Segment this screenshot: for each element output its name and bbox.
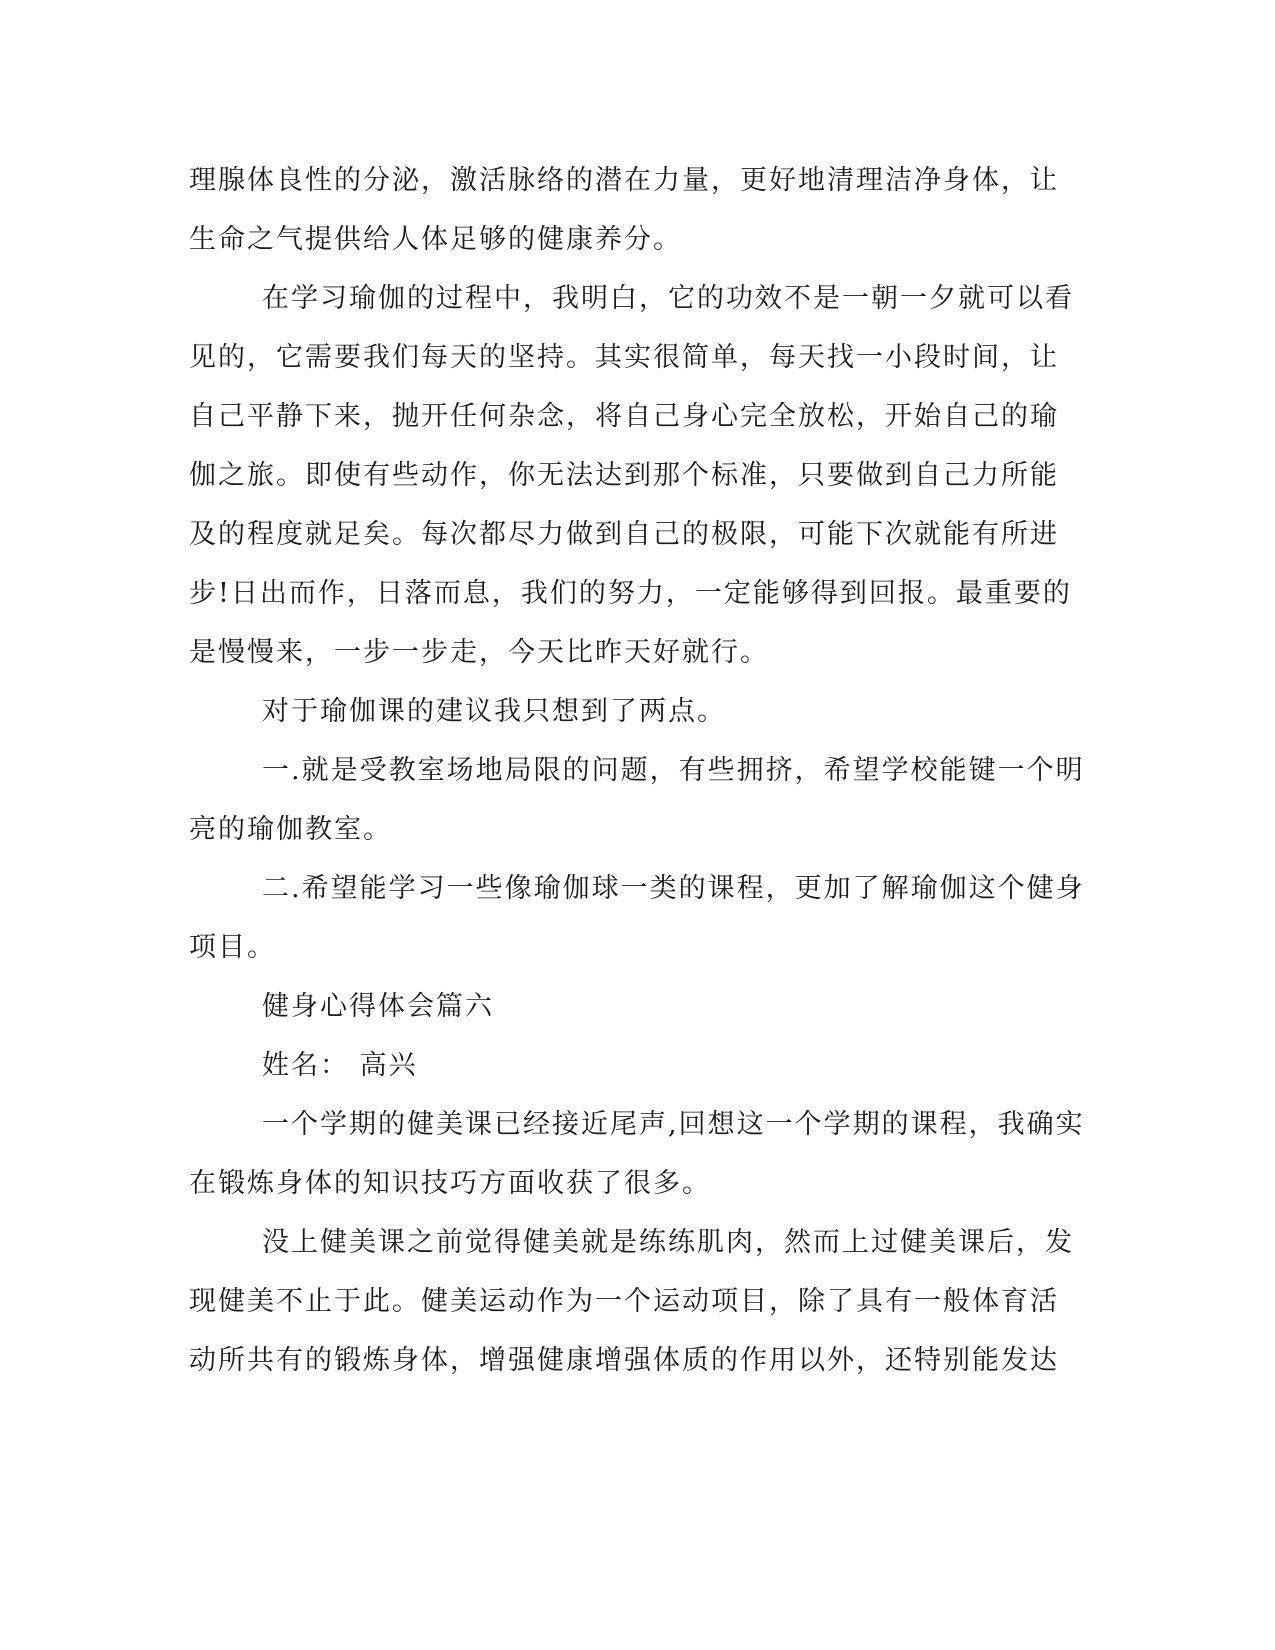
text-line: 是慢慢来，一步一步走，今天比昨天好就行。 [189,637,769,668]
text-line: 及的程度就足矣。每次都尽力做到自己的极限，可能下次就能有所进 [189,519,1059,550]
author-line: 姓名： 高兴 [262,1050,418,1081]
text-line: 现健美不止于此。健美运动作为一个运动项目，除了具有一般体育活 [189,1286,1059,1317]
text-line: 项目。 [189,932,276,963]
text-line: 理腺体良性的分泌，激活脉络的潜在力量，更好地清理洁净身体，让 [189,165,1059,196]
paragraph-start-line: 没上健美课之前觉得健美就是练练肌肉，然而上过健美课后，发 [262,1227,1074,1258]
paragraph-start-line: 一.就是受教室场地局限的问题，有些拥挤，希望学校能键一个明 [262,755,1085,786]
paragraph-start-line: 对于瑜伽课的建议我只想到了两点。 [262,696,726,727]
text-line: 在锻炼身体的知识技巧方面收获了很多。 [189,1168,711,1199]
text-line: 动所共有的锻炼身体，增强健康增强体质的作用以外，还特别能发达 [189,1345,1059,1376]
text-line: 亮的瑜伽教室。 [189,814,392,845]
text-line: 伽之旅。即使有些动作，你无法达到那个标准，只要做到自己力所能 [189,460,1059,491]
paragraph-start-line: 在学习瑜伽的过程中，我明白，它的功效不是一朝一夕就可以看 [262,283,1074,314]
text-line: 生命之气提供给人体足够的健康养分。 [189,224,682,255]
paragraph-start-line: 二.希望能学习一些像瑜伽球一类的课程，更加了解瑜伽这个健身 [262,873,1085,904]
text-line: 步!日出而作，日落而息，我们的努力，一定能够得到回报。最重要的 [189,578,1072,609]
section-heading: 健身心得体会篇六 [262,991,494,1022]
text-line: 自己平静下来，抛开任何杂念，将自己身心完全放松，开始自己的瑜 [189,401,1059,432]
paragraph-start-line: 一个学期的健美课已经接近尾声,回想这一个学期的课程，我确实 [262,1109,1085,1140]
text-line: 见的，它需要我们每天的坚持。其实很简单，每天找一小段时间，让 [189,342,1059,373]
